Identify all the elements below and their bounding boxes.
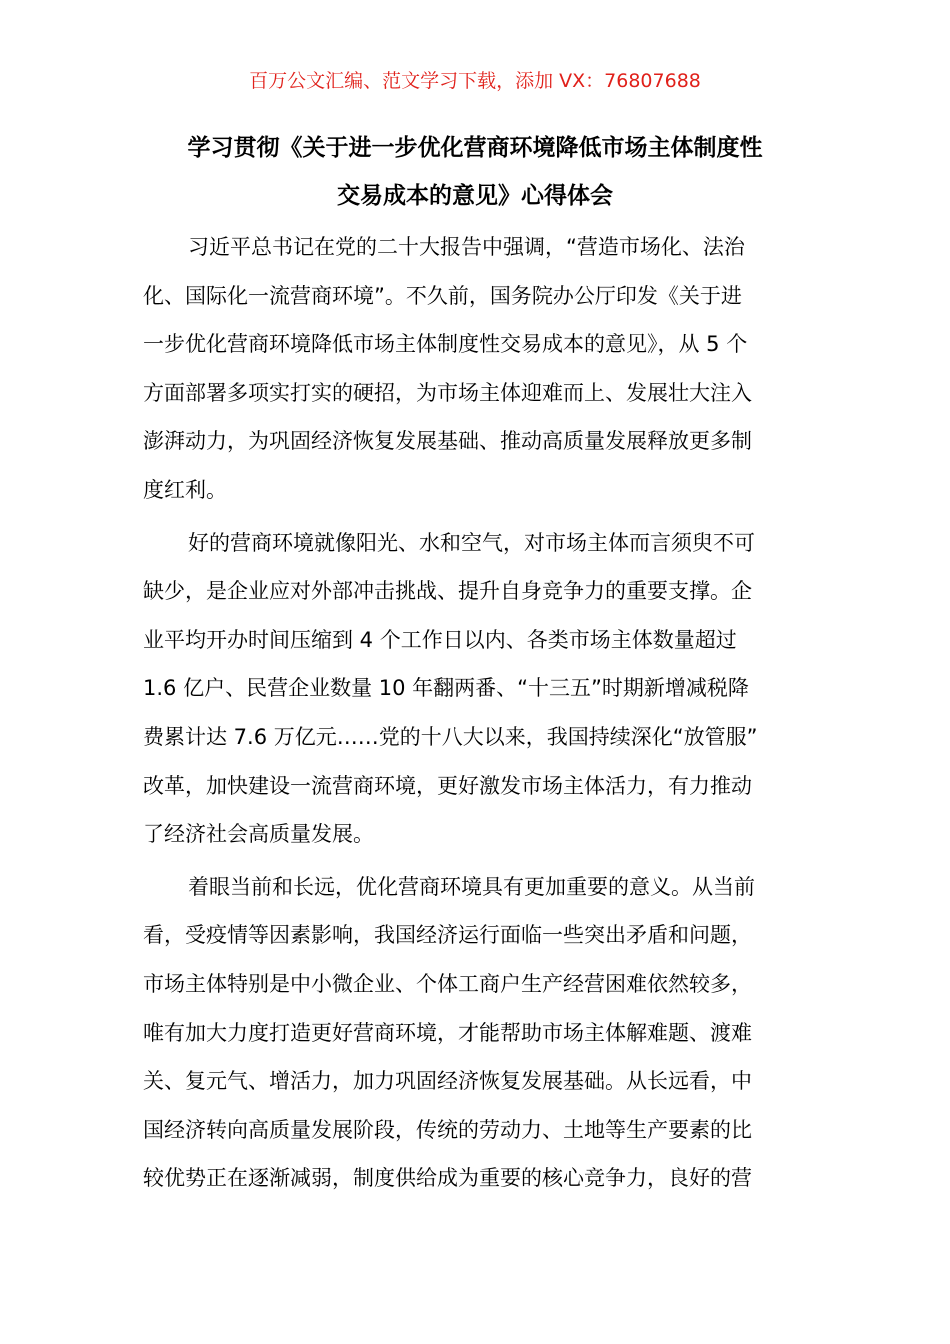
text-line: 度红利。 bbox=[143, 477, 227, 502]
text-line: 业平均开办时间压缩到 4 个工作日以内、各类市场主体数量超过 bbox=[143, 627, 737, 652]
text-line: 好的营商环境就像阳光、水和空气，对市场主体而言须臾不可 bbox=[188, 530, 755, 555]
text-line: 关、复元气、增活力，加力巩固经济恢复发展基础。从长远看，中 bbox=[143, 1069, 752, 1094]
text-line: 唯有加大力度打造更好营商环境，才能帮助市场主体解难题、渡难 bbox=[143, 1020, 752, 1045]
title-line: 交易成本的意见》心得体会 bbox=[337, 183, 613, 209]
text-line: 费累计达 7.6 万亿元……党的十八大以来，我国持续深化“放管服” bbox=[143, 724, 758, 749]
paragraph bbox=[143, 863, 808, 1203]
text-line: 看，受疫情等因素影响，我国经济运行面临一些突出矛盾和问题， bbox=[143, 923, 752, 948]
title-line: 学习贯彻《关于进一步优化营商环境降低市场主体制度性 bbox=[187, 135, 763, 161]
text-line: 市场主体特别是中小微企业、个体工商户生产经营困难依然较多， bbox=[143, 971, 752, 996]
text-line: 一步优化营商环境降低市场主体制度性交易成本的意见》，从 5 个 bbox=[143, 332, 748, 357]
paragraph bbox=[143, 223, 808, 515]
text-line: 方面部署多项实打实的硬招，为市场主体迎难而上、发展壮大注入 bbox=[143, 380, 752, 405]
text-line: 澎湃动力，为巩固经济恢复发展基础、推动高质量发展释放更多制 bbox=[143, 429, 752, 454]
text-line: 1.6 亿户、民营企业数量 10 年翻两番、“十三五”时期新增减税降 bbox=[143, 676, 749, 701]
text-line: 化、国际化一流营商环境”。不久前，国务院办公厅印发《关于进 bbox=[143, 283, 742, 308]
document-body bbox=[143, 223, 808, 1207]
text-line: 国经济转向高质量发展阶段，传统的劳动力、土地等生产要素的比 bbox=[143, 1117, 752, 1142]
text-line: 较优势正在逐渐减弱，制度供给成为重要的核心竞争力，良好的营 bbox=[143, 1166, 752, 1191]
document-title bbox=[110, 124, 840, 220]
text-line: 缺少，是企业应对外部冲击挑战、提升自身竞争力的重要支撑。企 bbox=[143, 579, 752, 604]
text-line: 习近平总书记在党的二十大报告中强调，“营造市场化、法治 bbox=[188, 235, 745, 259]
header-note: 百万公文汇编、范文学习下载，添加 VX：76807688 bbox=[249, 70, 701, 92]
text-line: 了经济社会高质量发展。 bbox=[143, 822, 374, 847]
text-line: 着眼当前和长远，优化营商环境具有更加重要的意义。从当前 bbox=[188, 874, 755, 899]
paragraph bbox=[143, 519, 808, 859]
text-line: 改革，加快建设一流营商环境，更好激发市场主体活力，有力推动 bbox=[143, 773, 752, 798]
